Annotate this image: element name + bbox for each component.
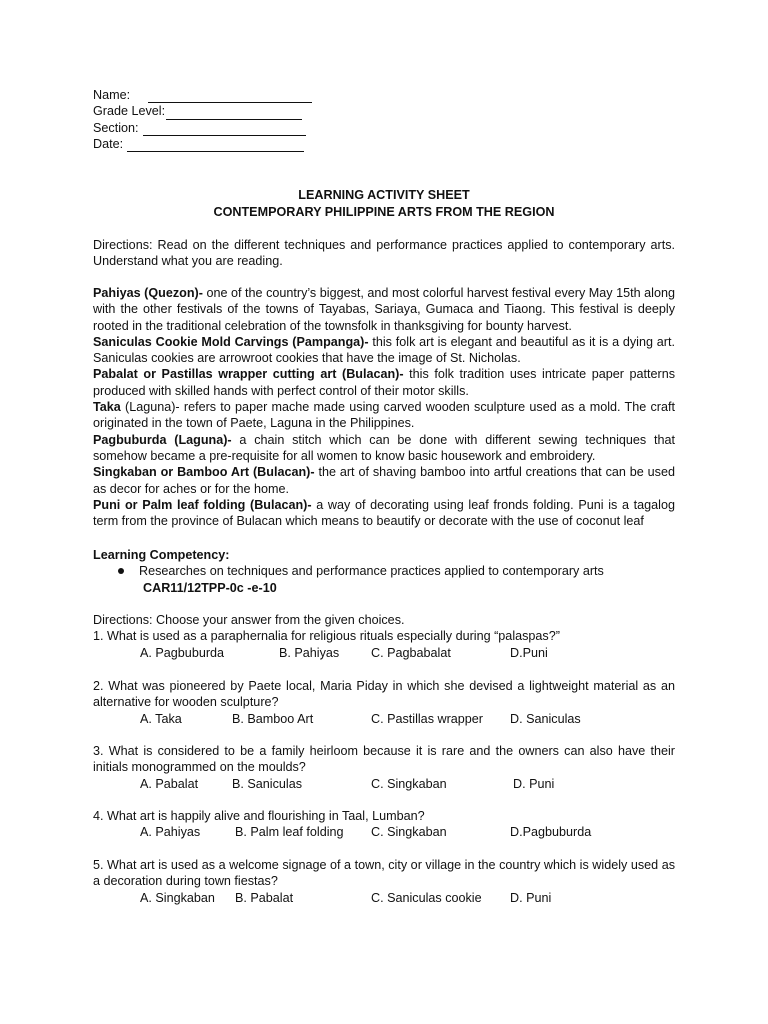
art-name: Singkaban or Bamboo Art (Bulacan)- bbox=[93, 465, 315, 480]
competency-item bbox=[93, 563, 675, 579]
competency-code: CAR11/12TPP-0c -e-10 bbox=[143, 580, 277, 595]
art-description: a chain stitch which can be done with different sewing techniques that somehow became a pre-requisite for all women to know basic housework and embroidery. bbox=[93, 432, 675, 463]
choice-b[interactable]: B. Palm leaf folding bbox=[235, 825, 344, 840]
quiz-question bbox=[93, 808, 675, 841]
name-line[interactable] bbox=[148, 89, 312, 103]
choice-d[interactable]: D.Puni bbox=[510, 645, 548, 660]
quiz bbox=[93, 612, 675, 661]
header-fields bbox=[93, 87, 675, 152]
date-label: Date: bbox=[93, 136, 124, 151]
art-description: the art of shaving bamboo into artful creations that can be used as decor for aches or for the home. bbox=[93, 465, 675, 496]
section-line[interactable] bbox=[143, 122, 306, 136]
choice-c[interactable]: C. Singkaban bbox=[371, 825, 447, 840]
grade-level-line[interactable] bbox=[166, 106, 302, 120]
quiz-question bbox=[93, 857, 675, 906]
choice-d[interactable]: D.Pagbuburda bbox=[510, 825, 592, 840]
grade-level-label: Grade Level: bbox=[93, 104, 166, 119]
page-subtitle: CONTEMPORARY PHILIPPINE ARTS FROM THE REGION bbox=[213, 205, 555, 219]
art-item bbox=[93, 366, 675, 399]
art-item bbox=[93, 464, 675, 497]
question-choices bbox=[93, 645, 675, 661]
question-choices bbox=[93, 711, 675, 727]
choice-c[interactable]: C. Saniculas cookie bbox=[371, 890, 482, 905]
choice-a[interactable]: A. Pagbuburda bbox=[140, 645, 225, 660]
section-label: Section: bbox=[93, 120, 139, 135]
art-item bbox=[93, 497, 675, 530]
quiz-question bbox=[93, 678, 675, 727]
art-name: Pahiyas (Quezon)- bbox=[93, 286, 203, 300]
date-line[interactable] bbox=[127, 138, 304, 152]
question-choices bbox=[93, 776, 675, 792]
choice-a[interactable]: A. Taka bbox=[140, 711, 182, 726]
question-text: 4. What art is happily alive and flourishing in Taal, Lumban? bbox=[93, 809, 425, 823]
choice-a[interactable]: A. Pabalat bbox=[140, 776, 199, 791]
choice-b[interactable]: B. Bamboo Art bbox=[232, 711, 314, 726]
arts-list bbox=[93, 285, 675, 529]
choice-c[interactable]: C. Singkaban bbox=[371, 776, 447, 791]
grade-level-field[interactable] bbox=[93, 103, 675, 119]
competency-text: Researches on techniques and performance practices applied to contemporary arts bbox=[139, 564, 604, 579]
question-text: 1. What is used as a paraphernalia for religious rituals especially during “palaspas?” bbox=[93, 629, 560, 644]
name-field[interactable] bbox=[93, 87, 675, 103]
art-description: this folk art is elegant and beautiful as it is a dying art. Saniculas cookies are arrowroot cookies that have the image of St. Nicholas. bbox=[93, 334, 675, 366]
art-description: a way of decorating using leaf fronds folding. Puni is a tagalog term from the province of Bulacan which means to beautify or decorate with the use of coconut leaf bbox=[93, 497, 675, 529]
art-item bbox=[93, 285, 675, 334]
choice-d[interactable]: D. Puni bbox=[513, 776, 555, 791]
art-name: Puni or Palm leaf folding (Bulacan)- bbox=[93, 497, 312, 512]
quiz-question bbox=[93, 743, 675, 792]
art-description: this folk tradition uses intricate paper patterns produced with skilled hands with perfect control of their motor skills. bbox=[93, 367, 676, 398]
question-text: 3. What is considered to be a family heirloom because it is rare and the owners can also have their initials monogrammed on the moulds? bbox=[93, 744, 675, 775]
bullet-icon bbox=[118, 568, 124, 574]
art-name: Pagbuburda (Laguna)- bbox=[93, 432, 232, 447]
art-item bbox=[93, 334, 675, 367]
art-name: Taka bbox=[93, 400, 121, 415]
question-choices bbox=[93, 824, 675, 840]
question-text: 5. What art is used as a welcome signage of a town, city or village in the country which is widely used as a decoration during town fiestas? bbox=[93, 858, 675, 889]
choice-c[interactable]: C. Pastillas wrapper bbox=[371, 711, 483, 726]
name-label: Name: bbox=[93, 88, 131, 102]
art-name: Saniculas Cookie Mold Carvings (Pampanga)- bbox=[93, 334, 369, 349]
choice-b[interactable]: B. Saniculas bbox=[232, 776, 303, 791]
choice-b[interactable]: B. Pabalat bbox=[235, 890, 294, 905]
page-title: LEARNING ACTIVITY SHEET bbox=[298, 188, 470, 202]
competency-heading: Learning Competency: bbox=[93, 548, 230, 562]
art-description: one of the country’s biggest, and most colorful harvest festival every May 15th along with the other festivals of the towns of Tayabas, Sariaya, Gumaca and Tiaong. This festival is deeply rooted in the traditional celebration of the townsfolk in thanksgiving for bounty harvest. bbox=[93, 286, 675, 333]
question-choices bbox=[93, 890, 675, 906]
art-description: (Laguna)- refers to paper mache made using carved wooden sculpture used as a mold. The craft originated in the town of Paete, Laguna in the Philippines. bbox=[93, 400, 675, 431]
art-item bbox=[93, 399, 675, 432]
choice-d[interactable]: D. Saniculas bbox=[510, 711, 581, 726]
choice-a[interactable]: A. Pahiyas bbox=[140, 825, 201, 840]
choice-c[interactable]: C. Pagbabalat bbox=[371, 645, 451, 660]
choice-a[interactable]: A. Singkaban bbox=[140, 890, 215, 905]
question-text: 2. What was pioneered by Paete local, Maria Piday in which she devised a lightweight material as an alternative for wooden sculpture? bbox=[93, 679, 675, 710]
art-item bbox=[93, 432, 675, 465]
choice-b[interactable]: B. Pahiyas bbox=[279, 645, 340, 660]
choice-d[interactable]: D. Puni bbox=[510, 890, 552, 905]
date-field[interactable] bbox=[93, 136, 675, 152]
section-field[interactable] bbox=[93, 120, 675, 136]
art-name: Pabalat or Pastillas wrapper cutting art (Bulacan)- bbox=[93, 367, 404, 382]
reading-directions: Directions: Read on the different techniques and performance practices applied to contemporary arts. Understand what you are reading. bbox=[93, 238, 675, 269]
quiz-directions: Directions: Choose your answer from the given choices. bbox=[93, 613, 405, 627]
learning-competency bbox=[93, 547, 675, 596]
